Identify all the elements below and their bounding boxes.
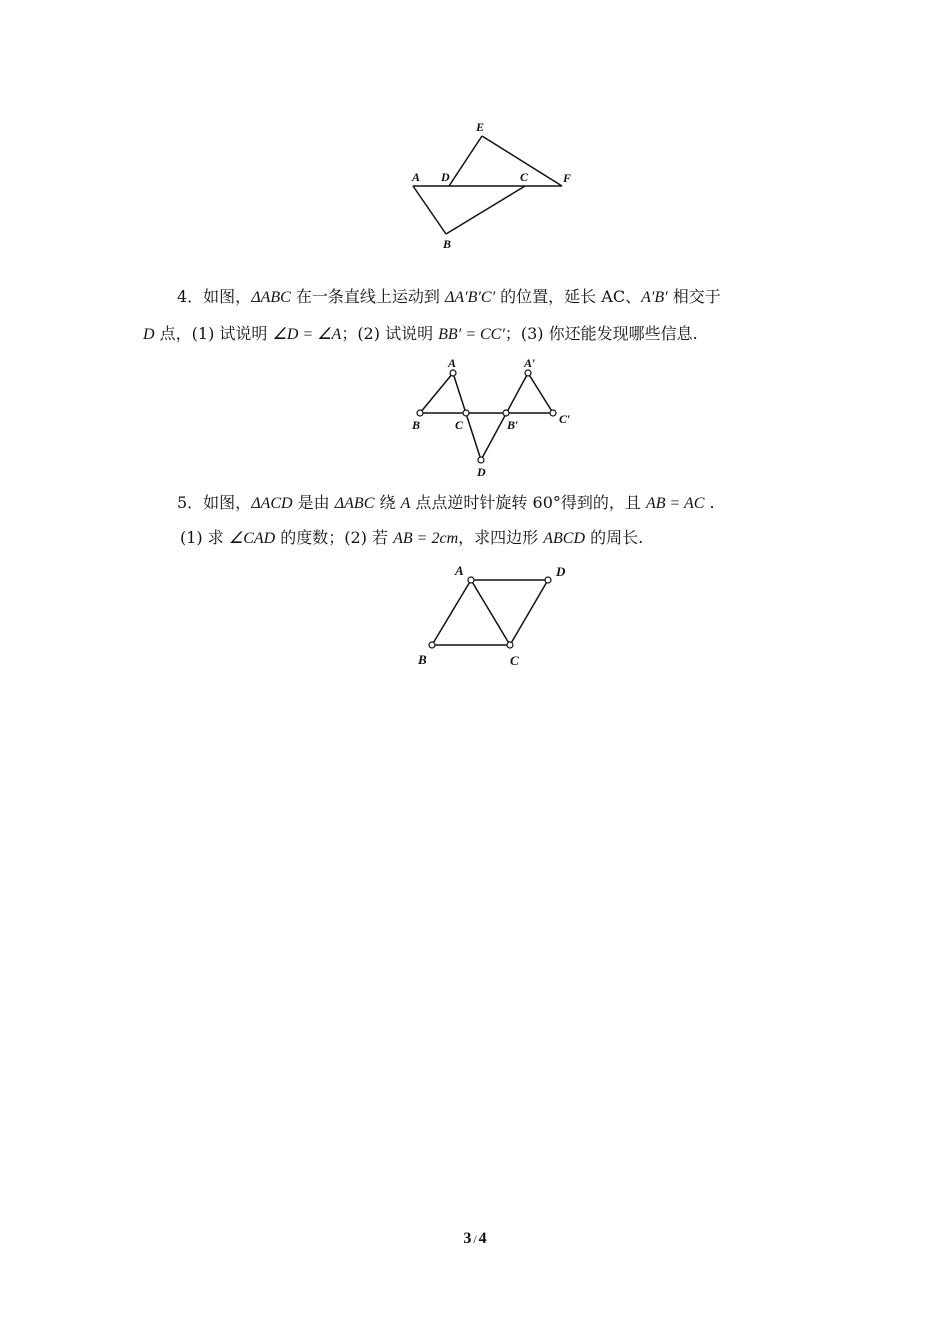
point-B	[417, 410, 423, 416]
segment-CD	[510, 580, 548, 645]
label-B2: B′	[507, 418, 519, 432]
text: 的位置，延长 AC、	[495, 287, 642, 306]
triangle-acd: ΔACD	[251, 495, 293, 512]
point-A2	[525, 370, 531, 376]
text: 点点逆时针旋转 60°得到的，且	[410, 493, 646, 512]
text: ，求四边形	[458, 528, 544, 547]
label-B: B	[443, 237, 452, 251]
point-C2	[550, 410, 556, 416]
label-B: B	[412, 418, 421, 432]
segment-AC	[471, 580, 510, 645]
point-A	[468, 577, 474, 583]
page-number	[0, 1230, 950, 1248]
quadrilateral-abcd: ABCD	[543, 530, 585, 547]
problem-5-line-2	[180, 527, 643, 550]
segment-BC	[446, 186, 525, 234]
problem-4-number: 4．如图，	[177, 287, 252, 306]
point-D	[478, 457, 484, 463]
text: .	[704, 493, 715, 512]
point-A	[450, 370, 456, 376]
page-separator: /	[473, 1232, 477, 1246]
segment-AB	[432, 580, 471, 645]
figure-1-diagram	[400, 115, 580, 255]
label-A: A	[412, 170, 421, 184]
point-d: D	[143, 326, 155, 343]
problem-4-line-1	[177, 286, 721, 309]
angle-equation: ∠D = ∠A	[272, 326, 342, 343]
current-page: 3	[463, 1230, 472, 1247]
point-C	[507, 642, 513, 648]
triangle-abc: ΔABC	[334, 495, 375, 512]
point-D	[545, 577, 551, 583]
triangle-abc-prime: ΔA′B′C′	[444, 289, 496, 306]
problem-5-line-1	[177, 492, 715, 515]
problem-4-line-2	[143, 323, 698, 346]
label-C: C	[510, 653, 519, 668]
label-C: C	[455, 418, 464, 432]
equality-ab-ac: AB = AC	[645, 495, 705, 512]
figure-3-diagram	[410, 558, 580, 673]
text: 是由	[292, 493, 335, 512]
point-a: A	[400, 495, 411, 512]
text: 点，(1) 试说明	[154, 324, 273, 343]
label-A2: A′	[524, 356, 536, 370]
label-E: E	[476, 120, 485, 134]
angle-cad: ∠CAD	[228, 530, 276, 547]
text: 的度数；(2) 若	[275, 528, 394, 547]
total-pages: 4	[478, 1230, 487, 1247]
label-F: F	[563, 171, 572, 185]
segment-AB	[413, 186, 446, 234]
text: 相交于	[667, 287, 721, 306]
segment-AB	[420, 373, 453, 413]
label-D: D	[441, 170, 450, 184]
text: ；(2) 试说明	[341, 324, 439, 343]
figure-2-diagram	[405, 355, 580, 480]
label-B: B	[418, 652, 427, 667]
segment-A2B2	[481, 373, 528, 460]
length-ab: AB = 2cm	[393, 530, 459, 547]
label-D: D	[556, 564, 566, 579]
text: 在一条直线上运动到	[290, 287, 445, 306]
problem-5-number: 5．如图，	[177, 493, 252, 512]
triangle-abc: ΔABC	[251, 289, 291, 306]
segment-equation: BB′ = CC′	[438, 326, 505, 343]
point-B2	[503, 410, 509, 416]
text: 绕	[374, 493, 401, 512]
label-D: D	[477, 465, 486, 479]
text: (1) 求	[180, 528, 229, 547]
point-C	[463, 410, 469, 416]
segment-A2C2	[528, 373, 553, 413]
label-C: C	[520, 170, 529, 184]
label-C2: C′	[559, 412, 571, 426]
text: 的周长.	[585, 528, 644, 547]
segment-a-prime-b-prime: A′B′	[641, 289, 668, 306]
segment-AD	[453, 373, 481, 460]
label-A: A	[448, 356, 457, 370]
point-B	[429, 642, 435, 648]
label-A: A	[455, 563, 464, 578]
segment-DE	[449, 136, 482, 186]
text: ；(3) 你还能发现哪些信息.	[504, 324, 698, 343]
